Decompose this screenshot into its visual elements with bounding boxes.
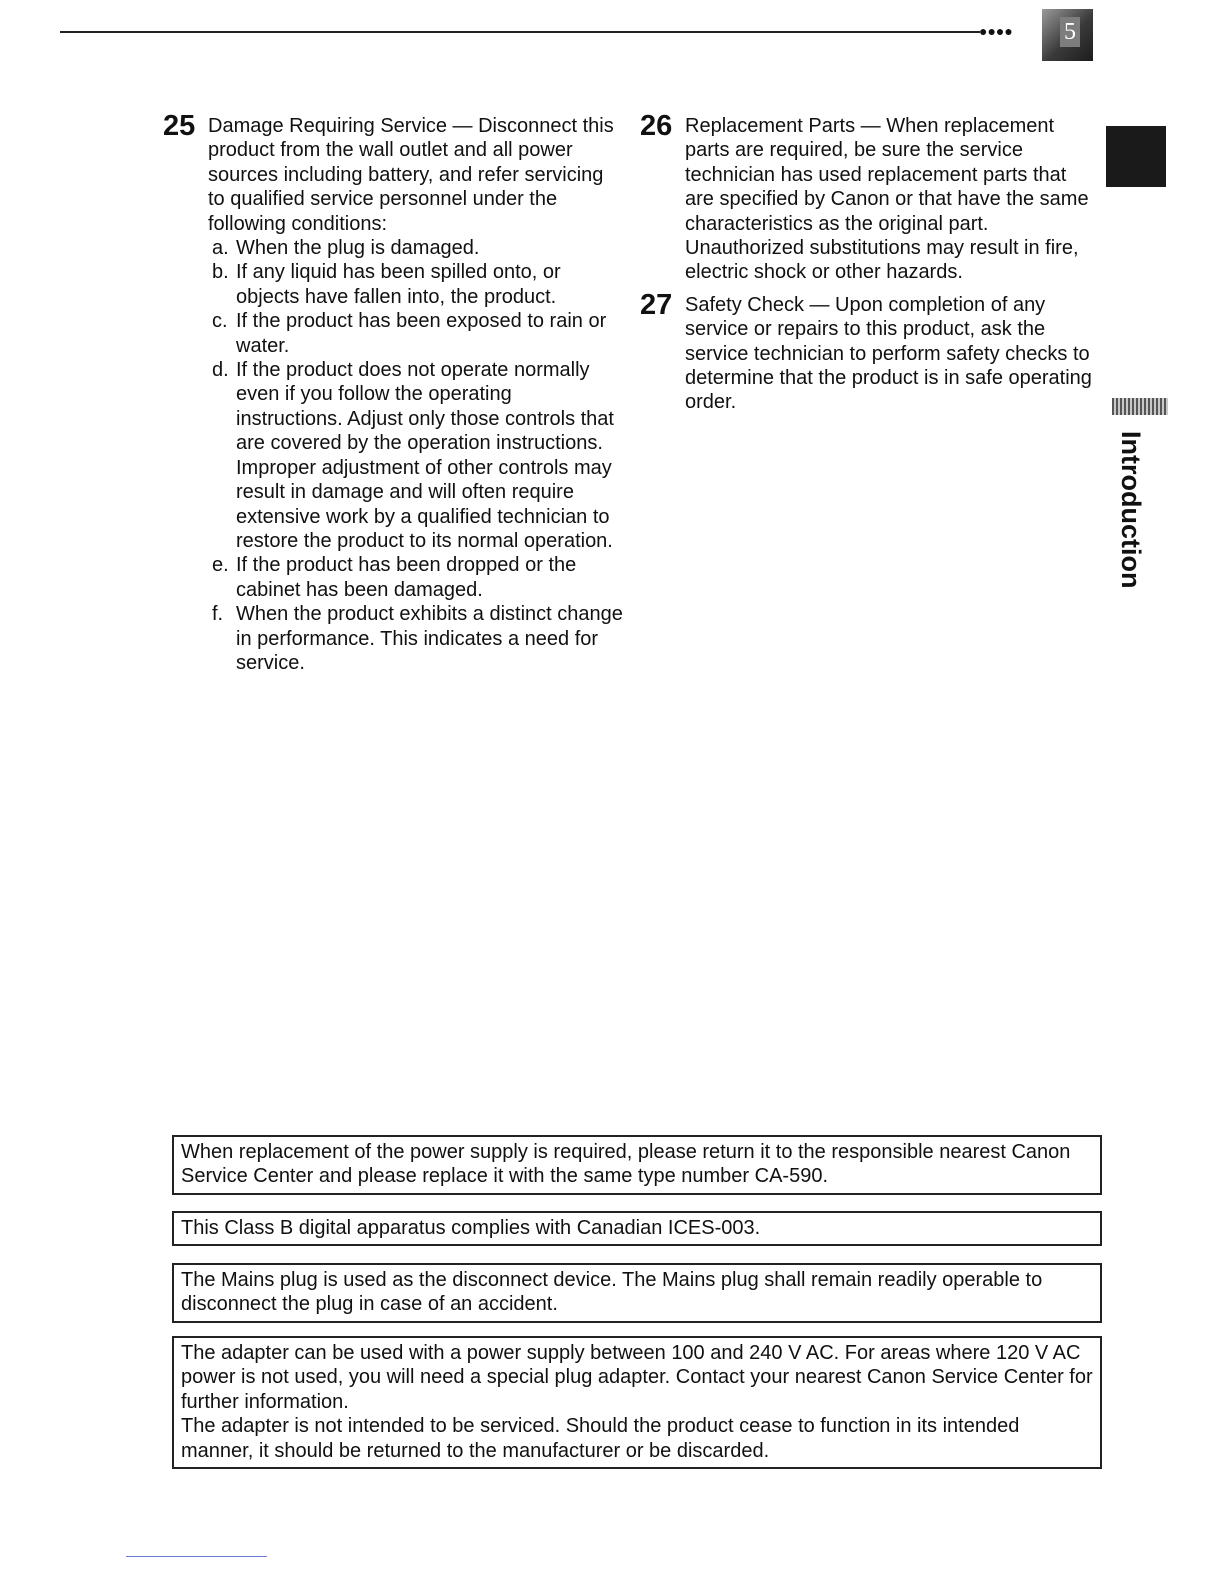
- safety-item: [640, 110, 1100, 285]
- chapter-tab-block: [1106, 126, 1166, 187]
- condition-text: When the plug is damaged.: [236, 237, 480, 260]
- notice-box: [172, 1263, 1102, 1323]
- right-column: [640, 110, 1100, 423]
- notice-box: [172, 1336, 1102, 1469]
- condition-letter: e.: [212, 554, 229, 577]
- condition-item: [208, 602, 623, 675]
- safety-item: [640, 288, 1100, 415]
- chapter-tab-stripe: [1112, 398, 1168, 415]
- condition-letter: b.: [212, 261, 229, 284]
- header-dots: ●●●●: [979, 23, 1013, 39]
- condition-letter: a.: [212, 237, 229, 260]
- condition-text: If the product has been exposed to rain or water.: [236, 310, 607, 357]
- condition-letter: c.: [212, 310, 228, 333]
- notice-text: The adapter is not intended to be serviced. Should the product cease to function in its intended manner, it should be returned to the manufacturer or be discarded.: [181, 1415, 1020, 1462]
- condition-letter: d.: [212, 359, 229, 382]
- condition-item: [208, 553, 623, 602]
- notice-text: When replacement of the power supply is required, please return it to the responsible nearest Canon Service Center and please replace it with the same type number CA-590.: [181, 1141, 1071, 1188]
- item-text: Replacement Parts — When replacement parts are required, be sure the service technician has used replacement parts that are specified by Canon or that have the same characteristics as the original part. Unauthorized substitutions may result in fire, electric shock or other hazards.: [685, 115, 1089, 284]
- condition-item: [208, 358, 623, 553]
- footer-rule: [126, 1556, 267, 1557]
- item-text: Safety Check — Upon completion of any service or repairs to this product, ask the service technician to perform safety checks to determine that the product is in safe operating order.: [685, 293, 1092, 414]
- notice-box: [172, 1211, 1102, 1246]
- item-number: 26: [640, 110, 673, 142]
- page-number-badge: [1042, 9, 1093, 61]
- item-text: Damage Requiring Service — Disconnect this product from the wall outlet and all power sources including battery, and refer servicing to qualified service personnel under the following conditions:: [208, 115, 614, 235]
- item-number: 27: [640, 288, 673, 321]
- notice-box: [172, 1135, 1102, 1195]
- header-rule: [60, 31, 980, 33]
- notice-text: This Class B digital apparatus complies with Canadian ICES-003.: [181, 1217, 761, 1239]
- item-number: 25: [163, 110, 196, 142]
- condition-item: [208, 309, 623, 358]
- safety-item: [163, 110, 623, 675]
- condition-item: [208, 260, 623, 309]
- condition-item: [208, 236, 623, 260]
- condition-text: When the product exhibits a distinct change in performance. This indicates a need for service.: [236, 603, 623, 674]
- chapter-tab-label: Introduction: [1116, 431, 1146, 589]
- page-number: 5: [1060, 17, 1080, 47]
- condition-text: If any liquid has been spilled onto, or objects have fallen into, the product.: [236, 261, 561, 308]
- condition-text: If the product has been dropped or the cabinet has been damaged.: [236, 554, 577, 601]
- condition-text: If the product does not operate normally even if you follow the operating instructions. Adjust only those controls that are covered by the operation instructions. Improper adjustment of other controls may result in damage and will often require extensive work by a qualified technician to restore the product to its normal operation.: [236, 359, 614, 552]
- condition-letter: f.: [212, 603, 224, 626]
- notice-text: The Mains plug is used as the disconnect device. The Mains plug shall remain readily operable to disconnect the plug in case of an accident.: [181, 1269, 1043, 1316]
- notice-text: The adapter can be used with a power supply between 100 and 240 V AC. For areas where 120 V AC power is not used, you will need a special plug adapter. Contact your nearest Canon Service Center for further information.: [181, 1342, 1093, 1413]
- left-column: [163, 110, 623, 683]
